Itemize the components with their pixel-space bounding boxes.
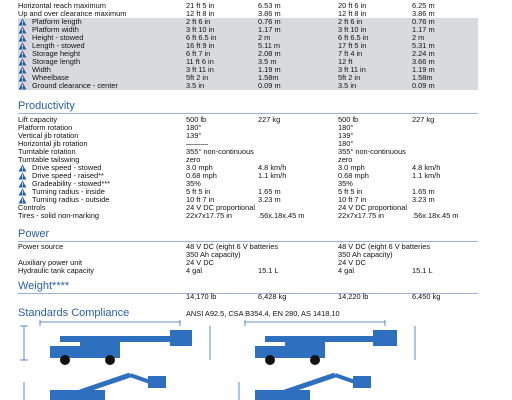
cell: 3.5 m <box>258 57 277 66</box>
raised-machine-icon <box>255 375 371 400</box>
cell: 12 ft <box>338 57 353 66</box>
spec-row <box>18 18 478 26</box>
cell: 12 ft 8 in <box>338 9 367 18</box>
cell: 0.76 m <box>412 17 435 26</box>
cell: 180° <box>186 123 202 132</box>
cell: 17 ft 5 in <box>338 41 367 50</box>
warning-triangle-icon <box>18 66 27 74</box>
row-label: Ground clearance - center <box>32 81 118 90</box>
cell: 6.53 m <box>258 1 281 10</box>
cell: 48 V DC (eight 6 V batteries <box>338 242 431 251</box>
cell: 2.08 m <box>258 49 281 58</box>
cell: 16 ft 9 in <box>186 41 215 50</box>
cell: 0.68 mph <box>338 171 369 180</box>
cell: 0.76 m <box>258 17 281 26</box>
warning-triangle-icon <box>18 50 27 58</box>
row-label: Controls <box>18 203 46 212</box>
power-source-row-cont <box>18 251 478 259</box>
cell: 227 kg <box>412 115 435 124</box>
row-label: Turning radius - outside <box>32 195 110 204</box>
cell: 22x7x17.75 in <box>186 211 233 220</box>
cell: 355° non-continuous <box>338 147 406 156</box>
warning-triangle-icon <box>18 164 27 172</box>
row-label: Power source <box>18 242 64 251</box>
cell: 6 ft 7 in <box>186 49 211 58</box>
spec-row <box>18 34 478 42</box>
cell: 10 ft 7 in <box>338 195 367 204</box>
spec-row <box>18 42 478 50</box>
cell: zero <box>186 155 201 164</box>
warning-triangle-icon <box>18 172 27 180</box>
row-label: Up and over clearance maximum <box>18 9 127 18</box>
cell: 20 ft 6 in <box>338 1 367 10</box>
spec-row <box>18 66 478 74</box>
cell: 24 V DC <box>338 258 366 267</box>
warning-triangle-icon <box>18 58 27 66</box>
power-heading: Power <box>18 228 50 240</box>
cell: 1.58m <box>412 73 433 82</box>
row-label: Turning radius - inside <box>32 187 105 196</box>
cell: 180° <box>338 139 354 148</box>
row-label: Horizontal reach maximum <box>18 1 106 10</box>
cell: 24 V DC proportional <box>186 203 256 212</box>
cell: 24 V DC proportional <box>338 203 408 212</box>
cell: 6 ft 6.5 in <box>186 33 217 42</box>
cell: 35% <box>338 179 353 188</box>
cell: 5.11 m <box>258 41 281 50</box>
cell: 1.65 m <box>258 187 281 196</box>
cell: 2.24 m <box>412 49 435 58</box>
spec-row <box>18 148 478 156</box>
row-label: Length - stowed <box>32 41 85 50</box>
cell: 1.1 km/h <box>412 171 441 180</box>
cell: 139° <box>186 131 202 140</box>
standards-text: ANSI A92.5, CSA B354.4, EN 280, AS 1418.10 <box>186 309 340 318</box>
cell: 3.86 m <box>258 9 281 18</box>
row-label: Tires - solid non-marking <box>18 211 100 220</box>
row-label: Gradeability - stowed*** <box>32 179 111 188</box>
cell: 1.17 m <box>258 25 281 34</box>
spec-row <box>18 212 478 220</box>
cell: 3.23 m <box>412 195 435 204</box>
spec-row <box>18 82 478 90</box>
warning-triangle-icon <box>18 34 27 42</box>
weight-row <box>18 293 478 301</box>
stowed-machine-icon <box>50 330 192 365</box>
warning-triangle-icon <box>18 180 27 188</box>
row-label: Storage length <box>32 57 81 66</box>
cell: 5ft 2 in <box>338 73 361 82</box>
cell: 3.5 in <box>338 81 357 90</box>
cell: 14,220 lb <box>338 292 369 301</box>
row-label: Platform width <box>32 25 79 34</box>
cell: 355° non-continuous <box>186 147 254 156</box>
row-label: Vertical jib rotation <box>18 131 79 140</box>
cell: 350 Ah capacity) <box>338 250 393 259</box>
cell: 500 lb <box>338 115 359 124</box>
row-label: Storage height <box>32 49 81 58</box>
row-label: Drive speed - stowed <box>32 163 102 172</box>
cell: 15.1 L <box>258 266 279 275</box>
cell: 3.86 m <box>412 9 435 18</box>
row-label: Height - stowed <box>32 33 84 42</box>
row-label: Drive speed - raised** <box>32 171 104 180</box>
cell: 3.0 mph <box>338 163 365 172</box>
cell: 350 Ah capacity) <box>186 250 241 259</box>
cell: 5ft 2 in <box>186 73 209 82</box>
cell: 3 ft 10 in <box>186 25 215 34</box>
spec-row <box>18 132 478 140</box>
row-label: Hydraulic tank capacity <box>18 266 94 275</box>
cell: 3 ft 11 in <box>338 65 366 74</box>
cell: 1.19 m <box>412 65 435 74</box>
warning-triangle-icon <box>18 26 27 34</box>
cell: 3 ft 11 in <box>186 65 214 74</box>
cell: 21 ft 5 in <box>186 1 215 10</box>
cell: 1.65 m <box>412 187 435 196</box>
cell: 5 ft 5 in <box>186 187 211 196</box>
row-label: Platform length <box>32 17 82 26</box>
cell: 11 ft 6 in <box>186 57 214 66</box>
cell: 12 ft 8 in <box>186 9 215 18</box>
hydraulic-row <box>18 267 478 275</box>
cell: 4.8 km/h <box>258 163 287 172</box>
cell: 0.09 m <box>412 81 435 90</box>
cell: 1.17 m <box>412 25 435 34</box>
divider <box>18 113 478 114</box>
spec-row <box>18 116 478 124</box>
cell: 2 ft 6 in <box>338 17 363 26</box>
weight-heading: Weight**** <box>18 280 70 292</box>
productivity-heading: Productivity <box>18 100 75 112</box>
cell: 4 gal <box>338 266 355 275</box>
cell: 180° <box>338 123 354 132</box>
cell: 3.0 mph <box>186 163 213 172</box>
cell: 48 V DC (eight 6 V batteries <box>186 242 279 251</box>
cell: 139° <box>338 131 354 140</box>
cell: 2 ft 6 in <box>186 17 211 26</box>
cell: 35% <box>186 179 201 188</box>
warning-triangle-icon <box>18 74 27 82</box>
row-label: Wheelbase <box>32 73 69 82</box>
row-label: Width <box>32 65 51 74</box>
cell: 3.66 m <box>412 57 435 66</box>
cell: .56x.18x.45 m <box>412 211 459 220</box>
power-source-row <box>18 243 478 251</box>
cell: 22x7x17.75 in <box>338 211 385 220</box>
row-label: Turntable rotation <box>18 147 76 156</box>
cell: 3.5 in <box>186 81 205 90</box>
cell: 6 ft 6.5 in <box>338 33 369 42</box>
cell: 10 ft 7 in <box>186 195 215 204</box>
cell: .56x.18x.45 m <box>258 211 305 220</box>
spec-row <box>18 26 478 34</box>
machine-diagram-right <box>235 320 435 400</box>
warning-triangle-icon <box>18 82 27 90</box>
cell: 2 m <box>258 33 271 42</box>
cell: 6,428 kg <box>258 292 287 301</box>
cell: 24 V DC <box>186 258 214 267</box>
raised-machine-icon <box>50 375 166 400</box>
cell: ——— <box>186 139 209 148</box>
spec-row <box>18 58 478 66</box>
warning-triangle-icon <box>18 188 27 196</box>
warning-triangle-icon <box>18 42 27 50</box>
cell: 3.23 m <box>258 195 281 204</box>
cell: 227 kg <box>258 115 281 124</box>
row-label: Horizontal jib rotation <box>18 139 88 148</box>
cell: 6,450 kg <box>412 292 441 301</box>
cell: 15.1 L <box>412 266 433 275</box>
cell: 5 ft 5 in <box>338 187 363 196</box>
standards-heading: Standards Compliance <box>18 307 130 319</box>
cell: 3 ft 10 in <box>338 25 367 34</box>
spec-row <box>18 124 478 132</box>
row-label: Turntable tailswing <box>18 155 80 164</box>
cell: 1.1 km/h <box>258 171 287 180</box>
cell: zero <box>338 155 353 164</box>
stowed-machine-icon <box>255 330 397 365</box>
cell: 4.8 km/h <box>412 163 441 172</box>
cell: 0.09 m <box>258 81 281 90</box>
cell: 0.68 mph <box>186 171 217 180</box>
cell: 14,170 lb <box>186 292 217 301</box>
cell: 4 gal <box>186 266 203 275</box>
row-label: Platform rotation <box>18 123 73 132</box>
cell: 6.25 m <box>412 1 435 10</box>
row-label: Lift capacity <box>18 115 58 124</box>
cell: 5.31 m <box>412 41 435 50</box>
warning-triangle-icon <box>18 18 27 26</box>
cell: 1.58m <box>258 73 279 82</box>
cell: 500 lb <box>186 115 207 124</box>
row-label: Auxiliary power unit <box>18 258 83 267</box>
cell: 1.19 m <box>258 65 281 74</box>
machine-diagram-left <box>20 320 220 400</box>
cell: 2 m <box>412 33 425 42</box>
spec-row <box>18 50 478 58</box>
spec-row <box>18 10 478 18</box>
cell: 7 ft 4 in <box>338 49 363 58</box>
